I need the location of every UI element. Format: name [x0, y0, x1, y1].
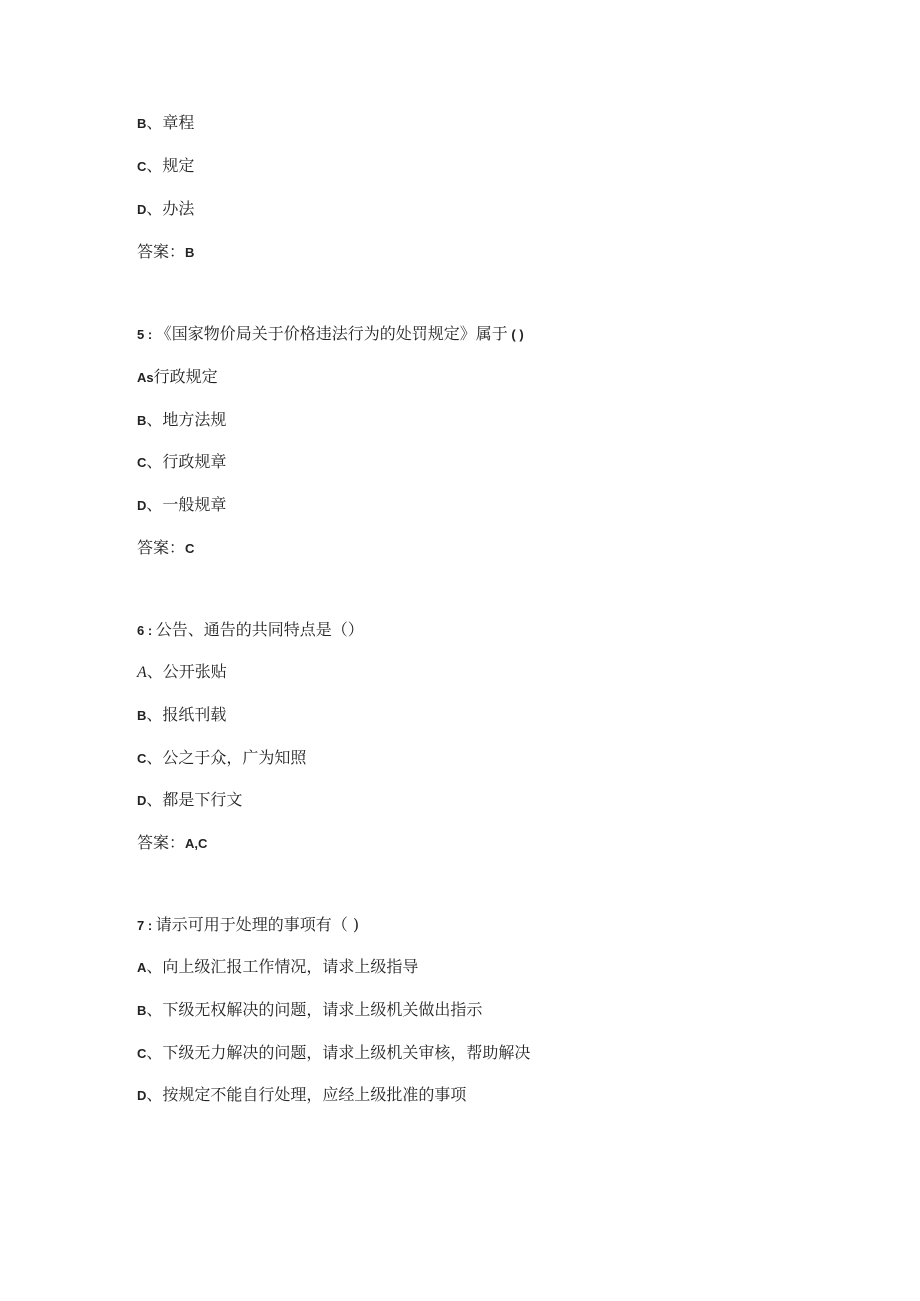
- q6-option-b: [137, 705, 226, 726]
- option-separator: 、: [146, 199, 163, 218]
- option-separator: 、: [146, 156, 163, 175]
- answer-value: A,C: [185, 836, 208, 851]
- option-label: C: [137, 751, 147, 766]
- option-separator: 、: [146, 113, 163, 132]
- q5-option-a: [137, 367, 218, 388]
- q4-option-d: [137, 199, 194, 220]
- option-text: 向上级汇报工作情况，请求上级指导: [162, 957, 419, 976]
- option-separator: 、: [146, 1085, 163, 1104]
- option-label: D: [137, 202, 147, 217]
- option-label: B: [137, 116, 147, 131]
- question-paren: ( ): [507, 327, 524, 342]
- q5-stem: [137, 324, 524, 345]
- q6-option-c: [137, 748, 306, 769]
- q5-option-d: [137, 495, 226, 516]
- option-text: 下级无力解决的问题，请求上级机关审核，帮助解决: [162, 1043, 531, 1062]
- option-label: D: [137, 1088, 147, 1103]
- option-label: B: [137, 708, 147, 723]
- option-text: 公开张贴: [162, 662, 227, 681]
- option-label: D: [137, 498, 147, 513]
- answer-value: C: [185, 541, 195, 556]
- option-text: 办法: [162, 199, 195, 218]
- option-text: 规定: [162, 156, 195, 175]
- option-label: C: [137, 455, 147, 470]
- answer-prefix: 答案：: [137, 833, 186, 852]
- option-label: B: [137, 1003, 147, 1018]
- answer-prefix: 答案：: [137, 242, 186, 261]
- q6-option-d: [137, 790, 242, 811]
- q6-option-a: [137, 662, 227, 683]
- q5-option-c: [137, 452, 226, 473]
- q5-answer: [137, 538, 194, 559]
- q6-stem: [137, 620, 364, 641]
- option-label: As: [137, 370, 154, 385]
- q7-stem: [137, 915, 359, 936]
- question-text: 公告、通告的共同特点是（）: [155, 620, 364, 639]
- q7-option-d: [137, 1085, 466, 1106]
- option-text: 报纸刊载: [162, 705, 227, 724]
- option-separator: 、: [146, 410, 163, 429]
- option-separator: 、: [146, 452, 163, 471]
- q7-option-a: [137, 957, 418, 978]
- option-label: A: [137, 664, 147, 681]
- option-text: 一般规章: [162, 495, 227, 514]
- option-separator: 、: [146, 790, 163, 809]
- q4-answer: [137, 242, 194, 263]
- option-separator: 、: [146, 662, 163, 681]
- question-number: 6: [137, 623, 145, 638]
- option-text: 都是下行文: [162, 790, 243, 809]
- option-separator: 、: [146, 1000, 163, 1019]
- option-text: 按规定不能自行处理，应经上级批准的事项: [162, 1085, 467, 1104]
- q7-option-c: [137, 1043, 530, 1064]
- q5-option-b: [137, 410, 226, 431]
- question-number: 7: [137, 918, 145, 933]
- q4-option-c: [137, 156, 194, 177]
- option-text: 行政规定: [153, 367, 218, 386]
- option-separator: 、: [146, 495, 163, 514]
- q7-option-b: [137, 1000, 482, 1021]
- answer-value: B: [185, 245, 195, 260]
- option-label: B: [137, 413, 147, 428]
- option-text: 公之于众，广为知照: [162, 748, 307, 767]
- question-text: 请示可用于处理的事项有: [155, 915, 332, 934]
- q4-option-b: [137, 113, 194, 134]
- question-paren: （ ): [331, 915, 360, 934]
- question-separator: :: [144, 918, 156, 933]
- question-text: 《国家物价局关于价格违法行为的处罚规定》属于: [155, 324, 508, 343]
- option-separator: 、: [146, 705, 163, 724]
- option-label: C: [137, 159, 147, 174]
- option-separator: 、: [146, 748, 163, 767]
- question-separator: :: [144, 327, 156, 342]
- option-text: 行政规章: [162, 452, 227, 471]
- question-number: 5: [137, 327, 145, 342]
- option-separator: 、: [146, 1043, 163, 1062]
- answer-prefix: 答案：: [137, 538, 186, 557]
- question-separator: :: [144, 623, 156, 638]
- option-text: 章程: [162, 113, 195, 132]
- option-label: A: [137, 960, 147, 975]
- option-label: D: [137, 793, 147, 808]
- option-text: 下级无权解决的问题，请求上级机关做出指示: [162, 1000, 483, 1019]
- q6-answer: [137, 833, 207, 854]
- option-label: C: [137, 1046, 147, 1061]
- option-separator: 、: [146, 957, 163, 976]
- option-text: 地方法规: [162, 410, 227, 429]
